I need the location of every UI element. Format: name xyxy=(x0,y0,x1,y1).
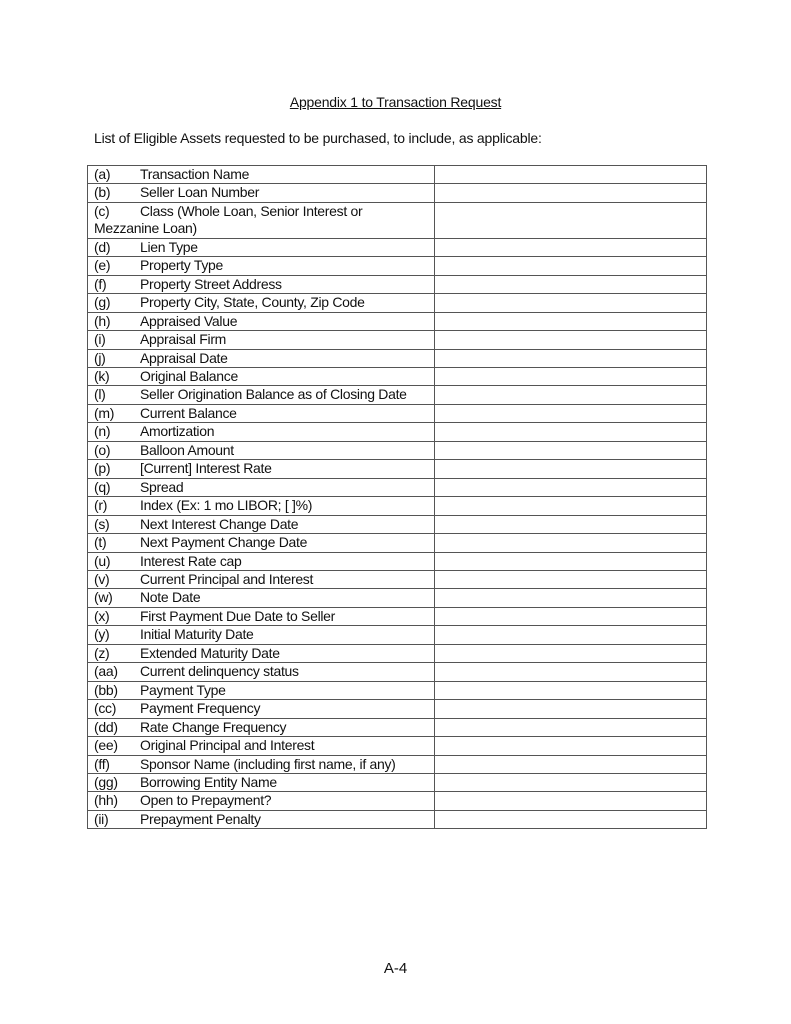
field-item-label: (q) xyxy=(94,478,111,495)
field-value-cell[interactable] xyxy=(435,755,707,773)
field-item-label: (t) xyxy=(94,534,107,551)
intro-text: List of Eligible Assets requested to be purchased, to include, as applicable: xyxy=(94,130,542,146)
field-item-label: (x) xyxy=(94,607,110,624)
table-row xyxy=(88,700,707,718)
field-name: Payment Type xyxy=(140,681,226,698)
field-name: Current delinquency status xyxy=(140,663,299,680)
field-cell xyxy=(88,718,435,736)
table-row xyxy=(88,441,707,459)
field-item-label: (w) xyxy=(94,589,113,606)
field-value-cell[interactable] xyxy=(435,681,707,699)
field-value-cell[interactable] xyxy=(435,570,707,588)
field-value-cell[interactable] xyxy=(435,810,707,828)
field-item-label: (cc) xyxy=(94,700,117,717)
table-row xyxy=(88,294,707,312)
field-name: Seller Origination Balance as of Closing Date xyxy=(140,386,407,403)
field-item-label: (ff) xyxy=(94,755,110,772)
field-cell xyxy=(88,681,435,699)
field-name: Spread xyxy=(140,478,184,495)
field-name: Transaction Name xyxy=(140,166,250,182)
field-cell xyxy=(88,275,435,293)
table-row xyxy=(88,773,707,791)
field-name: Property City, State, County, Zip Code xyxy=(140,294,365,311)
table-row xyxy=(88,386,707,404)
field-name: Current Principal and Interest xyxy=(140,570,314,587)
field-name: Appraisal Date xyxy=(140,349,228,366)
field-name: Note Date xyxy=(140,589,201,606)
field-item-label: (v) xyxy=(94,570,110,587)
table-row xyxy=(88,497,707,515)
field-item-label: (z) xyxy=(94,644,110,661)
field-cell xyxy=(88,663,435,681)
field-name: Next Interest Change Date xyxy=(140,515,299,532)
field-item-label: (n) xyxy=(94,423,111,440)
field-item-label: (o) xyxy=(94,441,111,458)
field-name: Interest Rate cap xyxy=(140,552,242,569)
field-value-cell[interactable] xyxy=(435,478,707,496)
field-name: Extended Maturity Date xyxy=(140,644,280,661)
field-value-cell[interactable] xyxy=(435,166,707,184)
table-row xyxy=(88,737,707,755)
field-cell xyxy=(88,607,435,625)
field-cell xyxy=(88,294,435,312)
field-value-cell[interactable] xyxy=(435,202,707,238)
table-row xyxy=(88,718,707,736)
field-name: Payment Frequency xyxy=(140,700,261,717)
field-item-label: (j) xyxy=(94,349,106,366)
field-value-cell[interactable] xyxy=(435,552,707,570)
field-name: Property Type xyxy=(140,257,223,274)
table-row xyxy=(88,810,707,828)
field-value-cell[interactable] xyxy=(435,589,707,607)
field-name: Borrowing Entity Name xyxy=(140,773,277,790)
field-cell xyxy=(88,515,435,533)
field-cell xyxy=(88,202,435,238)
field-cell xyxy=(88,700,435,718)
field-name: Rate Change Frequency xyxy=(140,718,287,735)
field-name: Balloon Amount xyxy=(140,441,234,458)
field-value-cell[interactable] xyxy=(435,312,707,330)
field-item-label: (i) xyxy=(94,331,106,348)
field-cell xyxy=(88,570,435,588)
field-name: Appraisal Firm xyxy=(140,331,227,348)
field-value-cell[interactable] xyxy=(435,386,707,404)
table-row xyxy=(88,681,707,699)
field-cell xyxy=(88,552,435,570)
field-item-label: (ii) xyxy=(94,810,109,827)
field-cell xyxy=(88,497,435,515)
page-title: Appendix 1 to Transaction Request xyxy=(289,94,502,110)
field-cell xyxy=(88,367,435,385)
field-item-label: (a) xyxy=(94,166,111,182)
field-name: Prepayment Penalty xyxy=(140,810,261,827)
field-cell xyxy=(88,404,435,422)
table-row xyxy=(88,202,707,238)
table-row xyxy=(88,275,707,293)
table-row xyxy=(88,478,707,496)
field-value-cell[interactable] xyxy=(435,607,707,625)
field-name: Sponsor Name (including first name, if any) xyxy=(140,755,396,772)
field-name: Initial Maturity Date xyxy=(140,626,254,643)
field-item-label: (c) xyxy=(94,202,110,219)
field-item-label: (f) xyxy=(94,275,107,292)
field-value-cell[interactable] xyxy=(435,349,707,367)
field-value-cell[interactable] xyxy=(435,423,707,441)
field-name: Current Balance xyxy=(140,404,237,421)
field-name: Next Payment Change Date xyxy=(140,534,308,551)
field-item-label: (gg) xyxy=(94,773,118,790)
field-value-cell[interactable] xyxy=(435,184,707,202)
eligible-assets-table xyxy=(87,165,707,829)
field-name: Amortization xyxy=(140,423,215,440)
field-name: Class (Whole Loan, Senior Interest or xyxy=(140,202,363,219)
field-item-label: (g) xyxy=(94,294,111,311)
field-name: Open to Prepayment? xyxy=(140,792,272,809)
field-item-label: (d) xyxy=(94,238,111,255)
field-cell xyxy=(88,534,435,552)
field-cell xyxy=(88,166,435,184)
field-name: Seller Loan Number xyxy=(140,184,260,201)
field-item-label: (h) xyxy=(94,312,111,329)
field-name-continuation: Mezzanine Loan) xyxy=(94,220,197,237)
eligible-assets-table-body xyxy=(88,166,707,829)
table-row xyxy=(88,367,707,385)
field-item-label: (y) xyxy=(94,626,110,643)
field-cell xyxy=(88,773,435,791)
table-row xyxy=(88,460,707,478)
field-value-cell[interactable] xyxy=(435,460,707,478)
field-cell xyxy=(88,184,435,202)
field-item-label: (m) xyxy=(94,404,115,421)
field-value-cell[interactable] xyxy=(435,404,707,422)
field-value-cell[interactable] xyxy=(435,737,707,755)
table-row xyxy=(88,570,707,588)
field-cell xyxy=(88,460,435,478)
table-row xyxy=(88,349,707,367)
field-value-cell[interactable] xyxy=(435,497,707,515)
field-cell xyxy=(88,478,435,496)
table-row xyxy=(88,184,707,202)
field-value-cell[interactable] xyxy=(435,773,707,791)
table-row xyxy=(88,238,707,256)
field-value-cell[interactable] xyxy=(435,441,707,459)
field-value-cell[interactable] xyxy=(435,367,707,385)
field-value-cell[interactable] xyxy=(435,644,707,662)
table-row xyxy=(88,626,707,644)
field-item-label: (aa) xyxy=(94,663,118,680)
table-row xyxy=(88,515,707,533)
field-value-cell[interactable] xyxy=(435,238,707,256)
table-row xyxy=(88,607,707,625)
table-row xyxy=(88,257,707,275)
field-value-cell[interactable] xyxy=(435,294,707,312)
field-item-label: (hh) xyxy=(94,792,118,809)
field-cell xyxy=(88,238,435,256)
field-item-label: (s) xyxy=(94,515,110,532)
field-item-label: (dd) xyxy=(94,718,118,735)
field-value-cell[interactable] xyxy=(435,257,707,275)
field-name: Original Balance xyxy=(140,367,238,384)
table-row xyxy=(88,404,707,422)
field-value-cell[interactable] xyxy=(435,275,707,293)
field-name: Original Principal and Interest xyxy=(140,737,315,754)
field-value-cell[interactable] xyxy=(435,700,707,718)
field-cell xyxy=(88,792,435,810)
field-value-cell[interactable] xyxy=(435,515,707,533)
table-row xyxy=(88,312,707,330)
field-item-label: (b) xyxy=(94,184,111,201)
field-item-label: (r) xyxy=(94,497,108,514)
field-value-cell[interactable] xyxy=(435,718,707,736)
table-row xyxy=(88,663,707,681)
table-row xyxy=(88,552,707,570)
field-name: [Current] Interest Rate xyxy=(140,460,272,477)
field-value-cell[interactable] xyxy=(435,626,707,644)
field-value-cell[interactable] xyxy=(435,331,707,349)
field-cell xyxy=(88,810,435,828)
page-number: A-4 xyxy=(383,960,408,977)
field-item-label: (u) xyxy=(94,552,111,569)
field-item-label: (bb) xyxy=(94,681,118,698)
table-row xyxy=(88,423,707,441)
field-cell xyxy=(88,423,435,441)
table-row xyxy=(88,331,707,349)
field-item-label: (k) xyxy=(94,367,110,384)
field-item-label: (e) xyxy=(94,257,111,274)
field-item-label: (l) xyxy=(94,386,106,403)
field-name: Index (Ex: 1 mo LIBOR; [ ]%) xyxy=(140,497,313,514)
field-item-label: (ee) xyxy=(94,737,118,754)
table-row xyxy=(88,644,707,662)
table-row xyxy=(88,755,707,773)
field-cell xyxy=(88,644,435,662)
field-name: Lien Type xyxy=(140,238,198,255)
field-cell xyxy=(88,349,435,367)
table-row xyxy=(88,589,707,607)
field-cell xyxy=(88,257,435,275)
field-value-cell[interactable] xyxy=(435,663,707,681)
field-cell xyxy=(88,589,435,607)
table-row xyxy=(88,534,707,552)
field-name: Appraised Value xyxy=(140,312,238,329)
field-name: Property Street Address xyxy=(140,275,282,292)
field-cell xyxy=(88,331,435,349)
table-row xyxy=(88,792,707,810)
field-value-cell[interactable] xyxy=(435,534,707,552)
field-name: First Payment Due Date to Seller xyxy=(140,607,336,624)
field-cell xyxy=(88,626,435,644)
field-cell xyxy=(88,441,435,459)
field-cell xyxy=(88,737,435,755)
field-cell xyxy=(88,386,435,404)
table-row xyxy=(88,166,707,184)
field-cell xyxy=(88,755,435,773)
field-item-label: (p) xyxy=(94,460,111,477)
field-cell xyxy=(88,312,435,330)
field-value-cell[interactable] xyxy=(435,792,707,810)
